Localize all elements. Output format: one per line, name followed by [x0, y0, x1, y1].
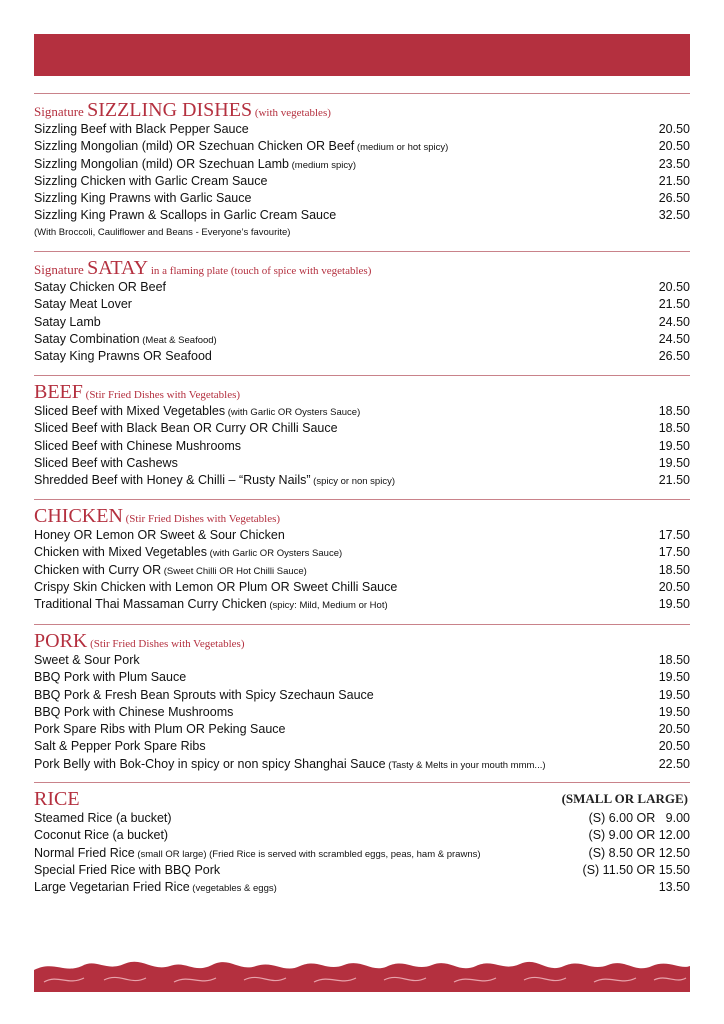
item-price: 18.50 [658, 421, 690, 436]
item-note: (Sweet Chilli OR Hot Chilli Sauce) [161, 565, 307, 577]
item-label [34, 403, 360, 420]
item-price: 19.50 [658, 670, 690, 685]
item-name: Sizzling Beef with Black Pepper Sauce [34, 122, 249, 136]
item-label [34, 207, 336, 224]
section-heading [34, 257, 690, 279]
item-name: Steamed Rice (a bucket) [34, 811, 172, 825]
item-label [34, 472, 395, 489]
item-label [34, 721, 286, 738]
item-price: 23.50 [658, 156, 690, 171]
item-label [34, 455, 178, 472]
item-price: (S) 9.00 OR 12.00 [588, 828, 690, 843]
item-price: 18.50 [658, 653, 690, 667]
item-label [34, 420, 338, 437]
section-footnote: (With Broccoli, Cauliflower and Beans - Everyone’s favourite) [34, 226, 291, 238]
item-price: 20.50 [658, 739, 690, 754]
item-name: BBQ Pork with Chinese Mushrooms [34, 704, 234, 719]
heading-title: PORK [34, 630, 88, 652]
item-price: 32.50 [658, 208, 690, 223]
item-label [34, 810, 172, 827]
item-label [34, 704, 233, 721]
item-name: Sweet & Sour Pork [34, 653, 140, 667]
item-label [34, 296, 132, 313]
item-name: Salt & Pepper Pork Spare Ribs [34, 739, 206, 754]
item-label [34, 827, 168, 844]
menu-item [34, 879, 690, 896]
item-price: 21.50 [658, 297, 690, 312]
heading-subtitle: (Stir Fried Dishes with Vegetables) [87, 638, 245, 650]
item-note: (spicy: Mild, Medium or Hot) [266, 600, 388, 612]
menu-item [34, 348, 690, 365]
heading-title: BEEF [34, 381, 83, 403]
menu-item [34, 652, 690, 669]
item-price: 26.50 [658, 349, 690, 364]
item-name: Coconut Rice (a bucket) [34, 828, 169, 843]
item-price: (S) 6.00 OR 9.00 [588, 811, 690, 825]
size-header: (SMALL OR LARGE) [561, 791, 688, 806]
item-label [34, 579, 397, 596]
menu-item [34, 527, 690, 544]
section-divider [34, 499, 690, 500]
item-price: 19.50 [658, 438, 690, 453]
item-label [34, 596, 388, 613]
item-note: (Tasty & Melts in your mouth mmm...) [385, 759, 546, 771]
item-name: Large Vegetarian Fried Rice [34, 880, 190, 895]
item-name: Pork Belly with Bok-Choy in spicy or non spicy Shanghai Sauce [34, 756, 386, 771]
item-label [34, 845, 481, 862]
menu-item [34, 331, 690, 348]
section-divider [34, 251, 690, 252]
menu-item [34, 207, 690, 224]
item-label [34, 438, 241, 455]
item-name: Satay Combination [34, 331, 140, 346]
item-note: (small OR large) (Fried Rice is served with scrambled eggs, peas, ham & prawns) [134, 848, 481, 860]
item-price: 20.50 [658, 579, 690, 594]
menu-item [34, 704, 690, 721]
item-note: (medium or hot spicy) [354, 142, 449, 154]
item-price: 19.50 [658, 597, 690, 612]
item-price: 19.50 [658, 704, 690, 719]
header-banner [34, 34, 690, 76]
item-name: BBQ Pork & Fresh Bean Sprouts with Spicy Szechaun Sauce [34, 687, 374, 702]
item-label [34, 756, 546, 773]
menu-item [34, 420, 690, 437]
section-divider [34, 624, 690, 625]
item-price: (S) 11.50 OR 15.50 [582, 862, 690, 877]
item-label [34, 879, 277, 896]
item-label [34, 190, 251, 207]
item-price: 20.50 [658, 722, 690, 737]
item-note: (with Garlic OR Oysters Sauce) [207, 548, 343, 560]
heading-title: RICE [34, 788, 80, 810]
item-name: Satay King Prawns OR Seafood [34, 349, 212, 364]
item-price: 18.50 [658, 562, 690, 577]
item-price: 18.50 [658, 404, 690, 418]
item-price: 20.50 [658, 139, 690, 154]
heading-subtitle: (with vegetables) [252, 107, 331, 119]
item-label [34, 738, 206, 755]
item-name: Sliced Beef with Black Bean OR Curry OR Chilli Sauce [34, 421, 338, 436]
section-divider [34, 375, 690, 376]
menu-item [34, 279, 690, 296]
menu-item [34, 138, 690, 155]
menu-item [34, 756, 690, 773]
heading-subtitle: (Stir Fried Dishes with Vegetables) [82, 389, 241, 401]
item-price: 26.50 [658, 191, 690, 206]
heading-title: CHICKEN [34, 505, 123, 527]
item-name: Satay Chicken OR Beef [34, 280, 167, 294]
menu-item [34, 579, 690, 596]
item-name: Crispy Skin Chicken with Lemon OR Plum OR Sweet Chilli Sauce [34, 579, 398, 594]
menu-item [34, 810, 690, 827]
item-name: Satay Lamb [34, 314, 101, 329]
item-note: (medium spicy) [288, 159, 357, 171]
menu-item [34, 721, 690, 738]
item-name: Sizzling King Prawns with Garlic Sauce [34, 191, 252, 206]
section-pork [34, 624, 690, 773]
item-label [34, 331, 217, 348]
item-label [34, 348, 212, 365]
item-label [34, 314, 101, 331]
item-price: 17.50 [658, 545, 690, 560]
menu-item [34, 596, 690, 613]
menu-item [34, 296, 690, 313]
item-label [34, 687, 374, 704]
item-label [34, 527, 285, 544]
item-name: Chicken with Curry OR [34, 562, 162, 577]
item-price: 19.50 [658, 687, 690, 702]
item-label [34, 156, 356, 173]
heading-subtitle: in a flaming plate (touch of spice with vegetables) [148, 265, 372, 277]
item-name: BBQ Pork with Plum Sauce [34, 670, 187, 685]
item-price: 21.50 [658, 173, 690, 188]
item-name: Special Fried Rice with BBQ Pork [34, 862, 221, 877]
item-name: Sliced Beef with Mixed Vegetables [34, 404, 226, 418]
menu-item [34, 156, 690, 173]
item-price: (S) 8.50 OR 12.50 [588, 845, 690, 860]
section-sizzling [34, 93, 690, 241]
item-label [34, 669, 186, 686]
item-label [34, 121, 249, 138]
section-rice [34, 782, 690, 896]
heading-title: SIZZLING DISHES [87, 99, 253, 121]
section-heading [34, 505, 690, 527]
item-label [34, 138, 448, 155]
item-price: 20.50 [658, 280, 690, 294]
menu-item [34, 190, 690, 207]
item-label [34, 279, 166, 296]
menu-item [34, 472, 690, 489]
item-name: Chicken with Mixed Vegetables [34, 545, 208, 560]
item-name: Satay Meat Lover [34, 297, 132, 312]
item-price: 24.50 [658, 331, 690, 346]
section-divider [34, 93, 690, 94]
section-satay [34, 251, 690, 365]
item-price: 13.50 [658, 880, 690, 895]
item-price: 22.50 [658, 756, 690, 771]
menu-item [34, 403, 690, 420]
section-heading [34, 788, 690, 810]
item-name: Sliced Beef with Cashews [34, 455, 178, 470]
item-note: (spicy or non spicy) [310, 476, 395, 488]
item-name: Traditional Thai Massaman Curry Chicken [34, 597, 267, 612]
menu-item [34, 544, 690, 561]
menu-item [34, 455, 690, 472]
heading-prefix: Signature [34, 262, 88, 277]
item-label [34, 562, 307, 579]
item-price: 19.50 [658, 455, 690, 470]
item-name: Honey OR Lemon OR Sweet & Sour Chicken [34, 528, 285, 542]
section-chicken [34, 499, 690, 613]
item-label [34, 862, 220, 879]
menu-item [34, 438, 690, 455]
menu-item [34, 862, 690, 879]
section-beef [34, 375, 690, 489]
item-note: (with Garlic OR Oysters Sauce) [225, 407, 361, 418]
item-label [34, 173, 267, 190]
menu-item [34, 562, 690, 579]
item-name: Sizzling Mongolian (mild) OR Szechuan Chicken OR Beef [34, 139, 355, 154]
item-name: Sizzling King Prawn & Scallops in Garlic Cream Sauce [34, 208, 337, 223]
heading-subtitle: (Stir Fried Dishes with Vegetables) [122, 513, 281, 525]
section-heading [34, 99, 690, 121]
item-price: 21.50 [658, 473, 690, 488]
item-price: 24.50 [658, 314, 690, 329]
menu-item [34, 687, 690, 704]
section-heading [34, 381, 690, 403]
item-note: (Meat & Seafood) [139, 334, 217, 346]
item-name: Sizzling Chicken with Garlic Cream Sauce [34, 173, 268, 188]
menu-item [34, 121, 690, 138]
heading-title: SATAY [87, 257, 149, 279]
item-price: 17.50 [658, 528, 690, 542]
item-note: (vegetables & eggs) [189, 883, 277, 895]
item-label [34, 544, 342, 561]
item-price: 20.50 [658, 122, 690, 136]
item-name: Pork Spare Ribs with Plum OR Peking Sauce [34, 722, 286, 737]
section-divider [34, 782, 690, 783]
item-label [34, 652, 140, 669]
item-name: Sliced Beef with Chinese Mushrooms [34, 438, 242, 453]
menu-item [34, 669, 690, 686]
item-name: Shredded Beef with Honey & Chilli – “Rusty Nails” [34, 473, 311, 488]
menu-item [34, 827, 690, 844]
menu-item [34, 314, 690, 331]
menu-item [34, 173, 690, 190]
menu-item [34, 845, 690, 862]
menu-item [34, 738, 690, 755]
item-name: Normal Fried Rice [34, 845, 135, 860]
section-heading [34, 630, 690, 652]
decorative-border [34, 956, 690, 992]
heading-prefix: Signature [34, 104, 88, 119]
item-name: Sizzling Mongolian (mild) OR Szechuan Lamb [34, 156, 289, 171]
